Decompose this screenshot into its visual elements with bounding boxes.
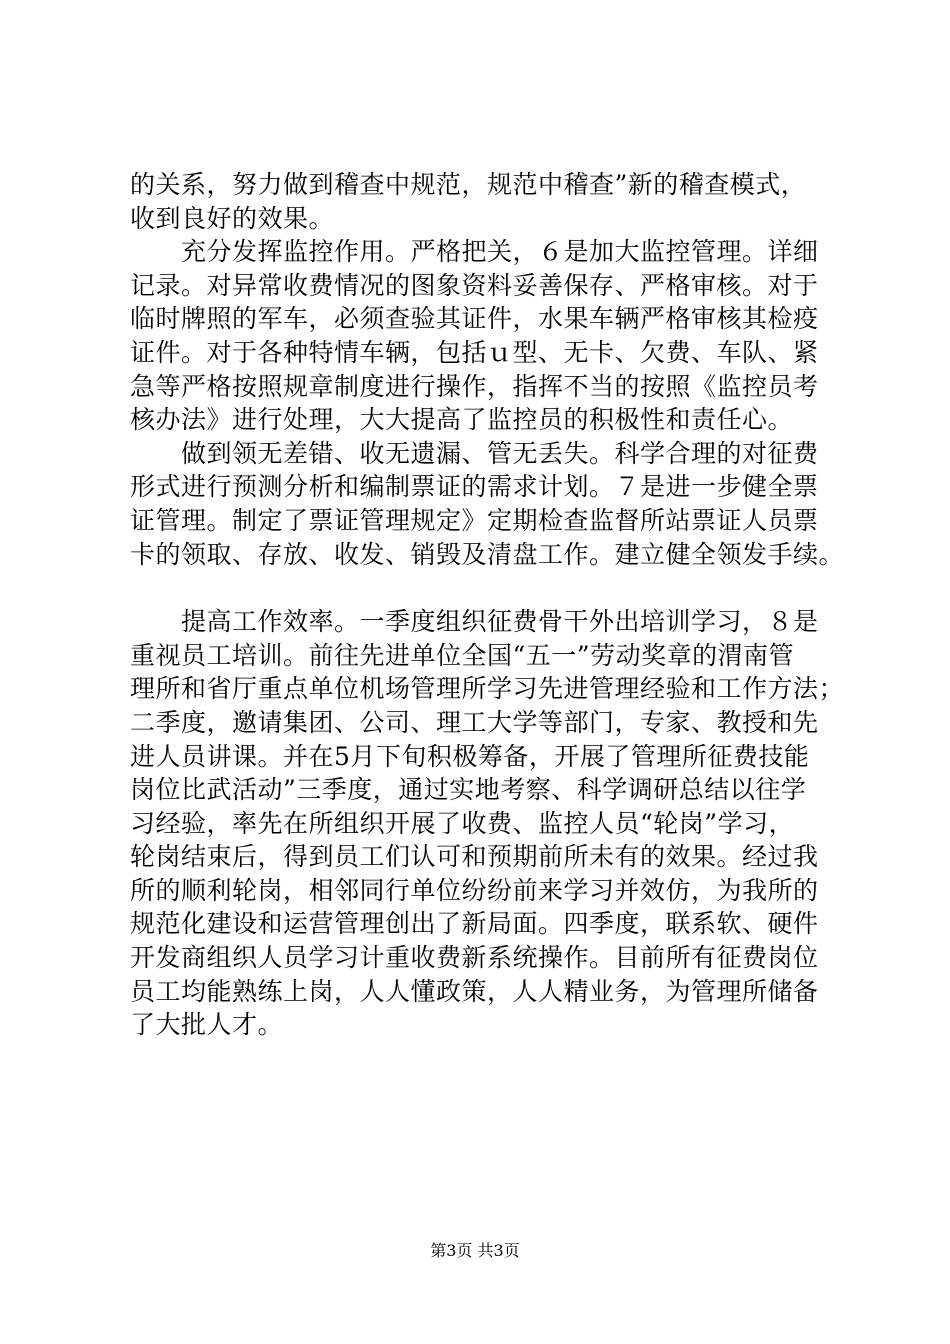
text-line: 提高工作效率。一季度组织征费骨干外出培训学习，８是 <box>130 607 819 637</box>
text-line: 习经验，率先在所组织开展了收费、监控人员“轮岗”学习， <box>130 808 795 838</box>
text-line: 二季度，邀请集团、公司、理工大学等部门，专家、教授和先 <box>130 707 819 737</box>
text-line: 的关系，努力做到稽查中规范，规范中稽查”新的稽查模式， <box>130 170 807 199</box>
text-line: 充分发挥监控作用。严格把关，６是加大监控管理。详细 <box>130 237 819 267</box>
text-line: 规范化建设和运营管理创出了新局面。四季度，联系软、硬件 <box>130 909 819 939</box>
page-footer: 第3页 共3页 <box>430 1241 520 1260</box>
text-line: 收到良好的效果。 <box>130 203 335 233</box>
text-line: 证管理。制定了票证管理规定》定期检查监督所站票证人员票 <box>130 505 819 535</box>
document-body <box>130 168 848 1042</box>
text-line: 临时牌照的军车，必须查验其证件，水果车辆严格审核其检疫 <box>130 304 819 334</box>
text-line: 所的顺利轮岗，相邻同行单位纷纷前来学习并效仿，为我所的 <box>130 875 819 905</box>
text-line: 轮岗结束后，得到员工们认可和预期前所未有的效果。经过我 <box>130 842 819 872</box>
text-line: 核办法》进行处理，大大提高了监控员的积极性和责任心。 <box>130 405 794 435</box>
text-line: 做到领无差错、收无遗漏、管无丢失。科学合理的对征费 <box>130 438 819 468</box>
text-line: 进人员讲课。并在5月下旬积极筹备，开展了管理所征费技能 <box>130 741 810 771</box>
paragraph-4 <box>130 605 848 1042</box>
text-line: 岗位比武活动”三季度，通过实地考察、科学调研总结以往学 <box>130 775 807 805</box>
text-line: 理所和省厅重点单位机场管理所学习先进管理经验和工作方法； <box>130 674 845 704</box>
paragraph-1 <box>130 168 848 235</box>
text-line: 证件。对于各种特情车辆，包括ｕ型、无卡、欠费、车队、紧 <box>130 337 819 367</box>
text-line: 卡的领取、存放、收发、销毁及清盘工作。建立健全领发手续。 <box>130 539 845 569</box>
text-line: 形式进行预测分析和编制票证的需求计划。７是进一步健全票 <box>130 472 819 502</box>
text-line: 员工均能熟练上岗，人人懂政策，人人精业务，为管理所储备 <box>130 976 819 1006</box>
paragraph-gap <box>130 571 848 605</box>
text-line: 重视员工培训。前往先进单位全国“五一”劳动奖章的渭南管 <box>130 640 795 670</box>
text-line: 记录。对异常收费情况的图象资料妥善保存、严格审核。对于 <box>130 270 819 300</box>
paragraph-3 <box>130 437 848 571</box>
text-line: 急等严格按照规章制度进行操作，指挥不当的按照《监控员考 <box>130 371 819 401</box>
text-line: 开发商组织人员学习计重收费新系统操作。目前所有征费岗位 <box>130 943 819 973</box>
paragraph-2 <box>130 235 848 437</box>
text-line: 了大批人才。 <box>130 1010 284 1040</box>
